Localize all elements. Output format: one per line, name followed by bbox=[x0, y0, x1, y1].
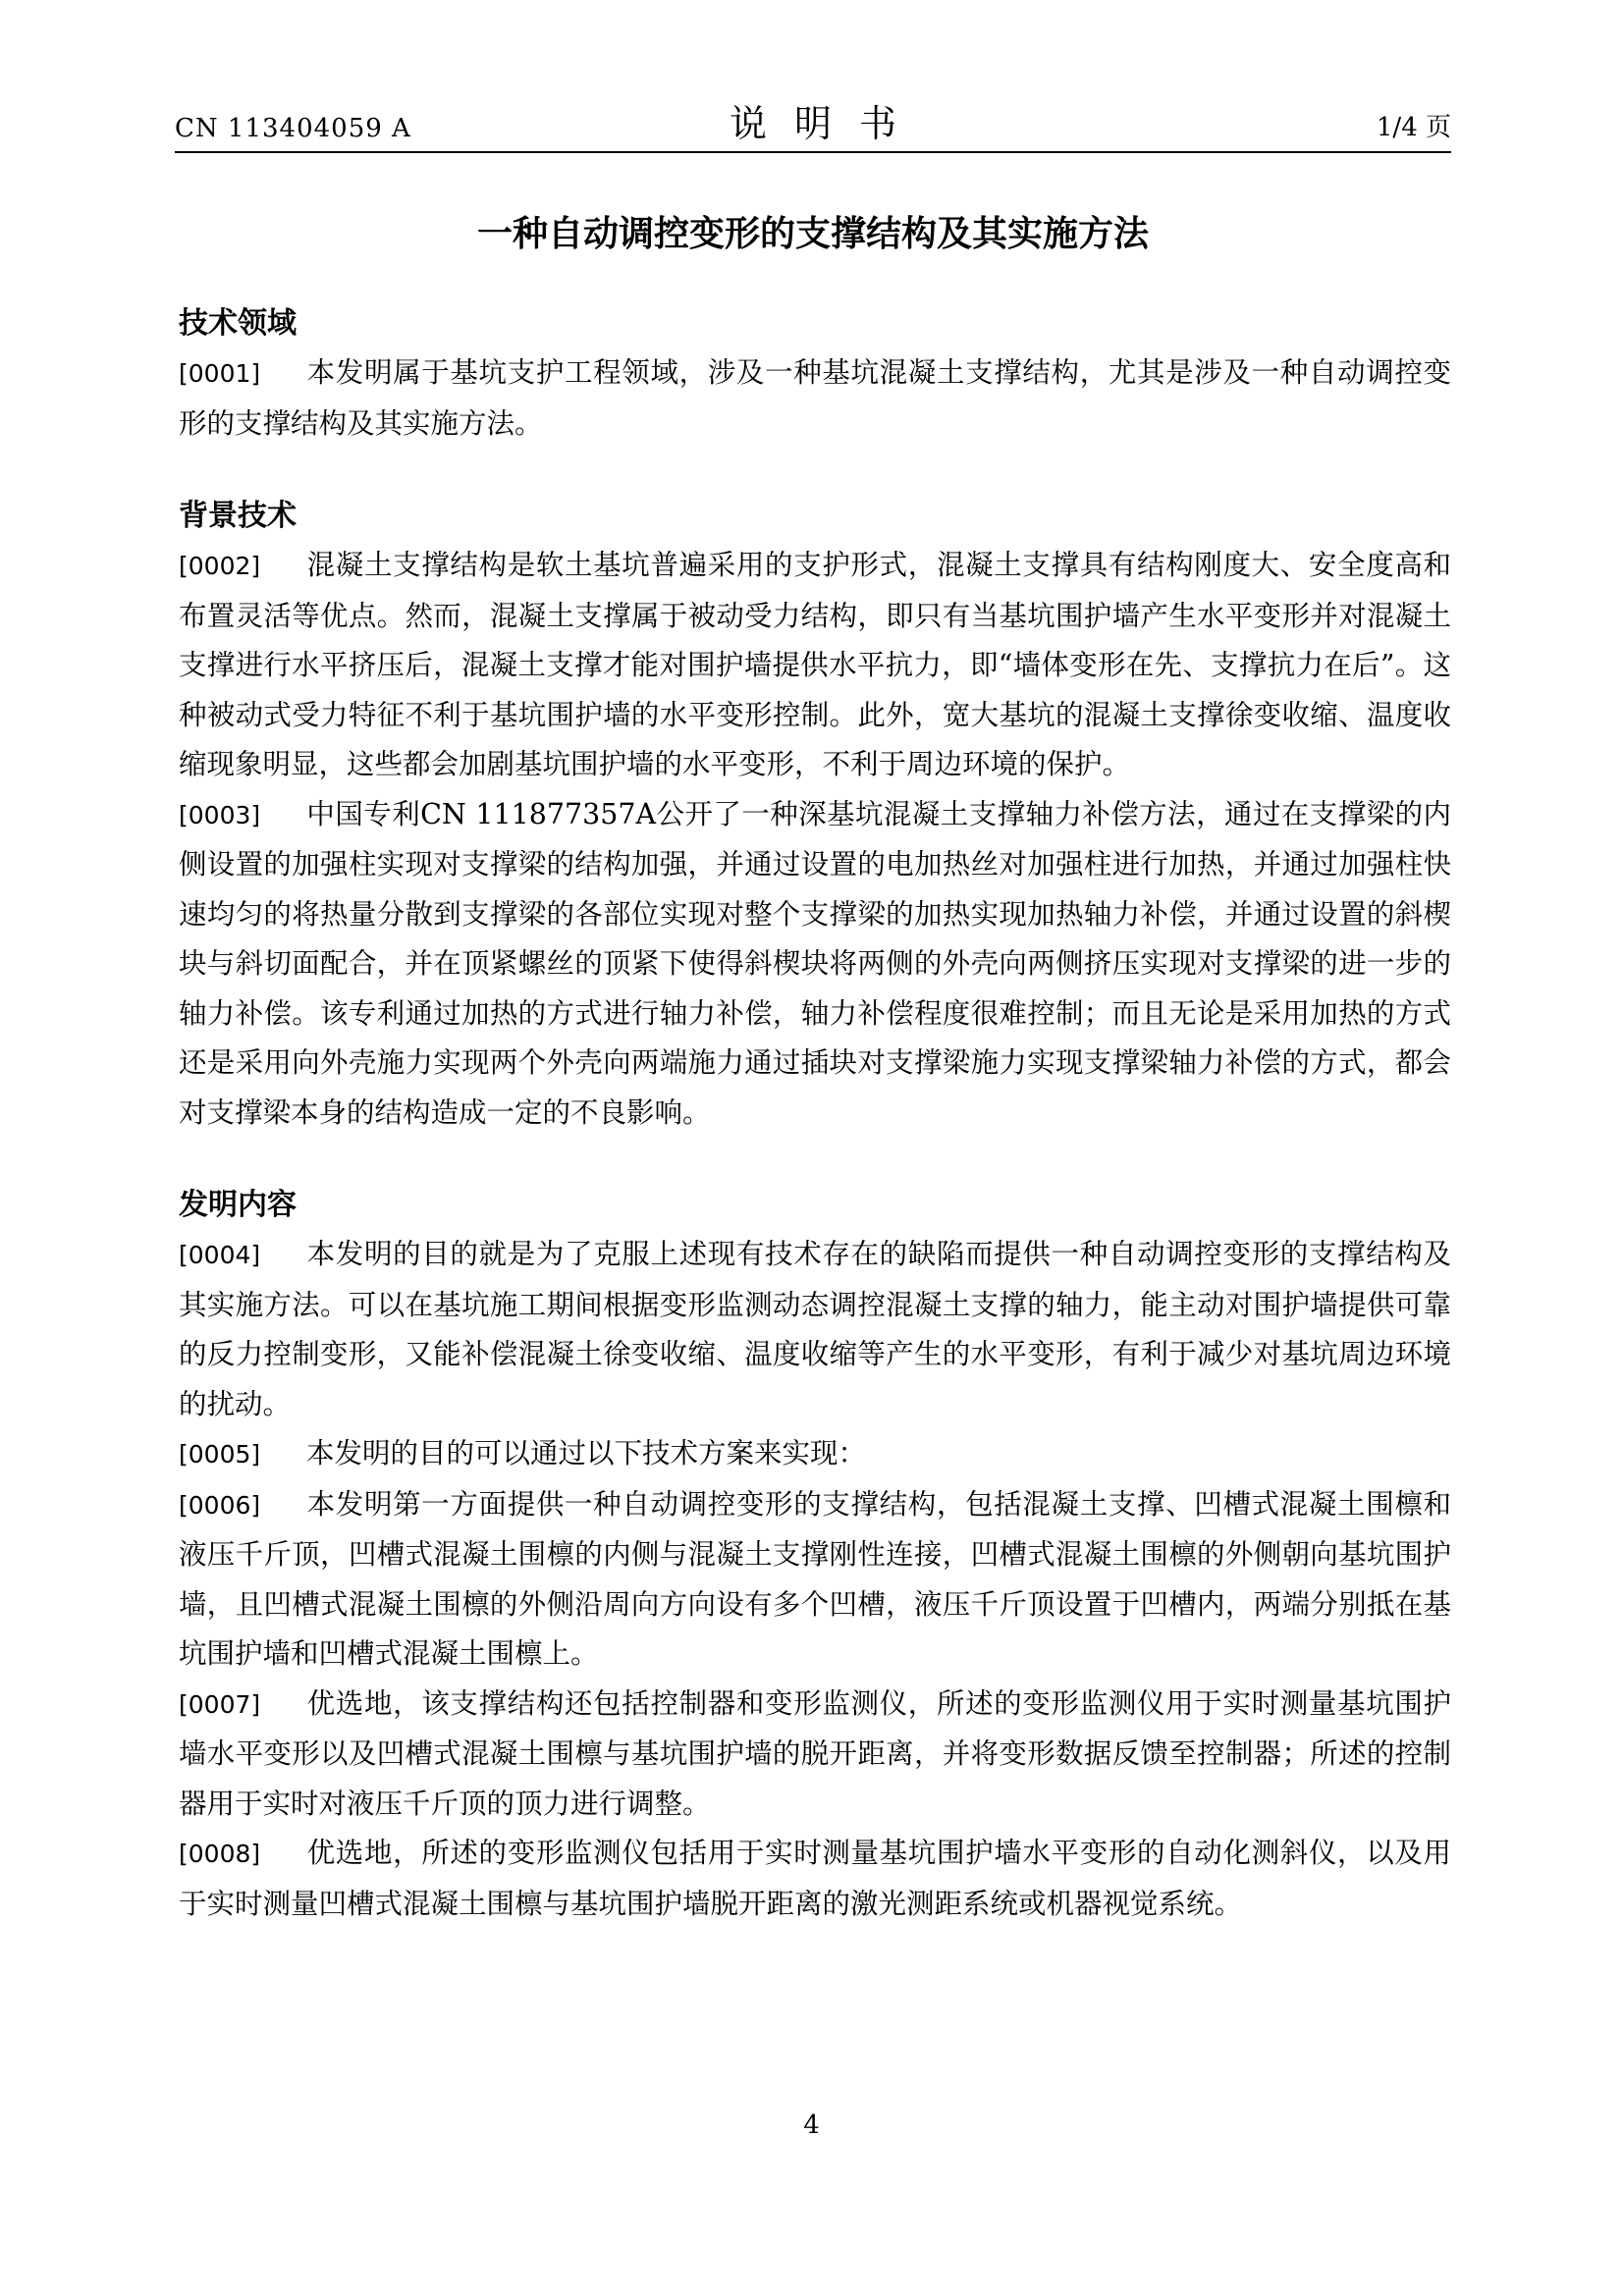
paragraph-text: 本发明第一方面提供一种自动调控变形的支撑结构，包括混凝土支撑、凹槽式混凝土围檩和液压千斤顶，凹槽式混凝土围檩的内侧与混凝土支撑刚性连接，凹槽式混凝土围檩的外侧朝向基坑围护墙，且凹槽式混凝土围檩的外侧沿周向方向设有多个凹槽，液压千斤顶设置于凹槽内，两端分别抵在基坑围护墙和凹槽式混凝土围檩上。 bbox=[179, 1487, 1451, 1670]
paragraph-number: [0004] bbox=[179, 1241, 261, 1269]
page-number: 4 bbox=[803, 2110, 820, 2140]
page-info: 1/4 页 bbox=[1376, 113, 1451, 142]
document-title: 一种自动调控变形的支撑结构及其实施方法 bbox=[476, 214, 1149, 254]
document-body bbox=[179, 299, 1451, 1929]
paragraph-number: [0002] bbox=[179, 552, 261, 580]
section-technical-field bbox=[179, 299, 1451, 449]
paragraph-0003 bbox=[179, 790, 1451, 1139]
section-heading: 背景技术 bbox=[179, 499, 297, 533]
paragraph-text: 本发明的目的可以通过以下技术方案来实现： bbox=[306, 1437, 867, 1469]
paragraph-number: [0008] bbox=[179, 1840, 261, 1868]
paragraph-text: 混凝土支撑结构是软土基坑普遍采用的支护形式，混凝土支撑具有结构刚度大、安全度高和布置灵活等优点。然而，混凝土支撑属于被动受力结构，即只有当基坑围护墙产生水平变形并对混凝土支撑进行水平挤压后，混凝土支撑才能对围护墙提供水平抗力，即“墙体变形在先、支撑抗力在后”。这种被动式受力特征不利于基坑围护墙的水平变形控制。此外，宽大基坑的混凝土支撑徐变收缩、温度收缩现象明显，这些都会加剧基坑围护墙的水平变形，不利于周边环境的保护。 bbox=[179, 549, 1451, 780]
paragraph-text: 本发明的目的就是为了克服上述现有技术存在的缺陷而提供一种自动调控变形的支撑结构及其实施方法。可以在基坑施工期间根据变形监测动态调控混凝土支撑的轴力，能主动对围护墙提供可靠的反力控制变形，又能补偿混凝土徐变收缩、温度收缩等产生的水平变形，有利于减少对基坑周边环境的扰动。 bbox=[179, 1238, 1451, 1420]
paragraph-number: [0005] bbox=[179, 1440, 261, 1468]
paragraph-0004 bbox=[179, 1230, 1451, 1429]
section-background bbox=[179, 492, 1451, 1138]
paragraph-0001 bbox=[179, 348, 1451, 449]
document-type: 说明书 bbox=[729, 102, 924, 145]
paragraph-0008 bbox=[179, 1829, 1451, 1929]
paragraph-number: [0003] bbox=[179, 800, 261, 829]
section-heading: 技术领域 bbox=[179, 306, 297, 341]
page-header bbox=[175, 92, 1451, 153]
paragraph-0002 bbox=[179, 541, 1451, 790]
paragraph-number: [0006] bbox=[179, 1490, 261, 1520]
paragraph-text: 本发明属于基坑支护工程领域，涉及一种基坑混凝土支撑结构，尤其是涉及一种自动调控变形的支撑结构及其实施方法。 bbox=[179, 356, 1451, 440]
paragraph-number: [0001] bbox=[179, 359, 261, 388]
paragraph-number: [0007] bbox=[179, 1689, 261, 1719]
paragraph-text: 中国专利CN 111877357A公开了一种深基坑混凝土支撑轴力补偿方法，通过在支撑梁的内侧设置的加强柱实现对支撑梁的结构加强，并通过设置的电加热丝对加强柱进行加热，并通过加强柱快速均匀的将热量分散到支撑梁的各部位实现对整个支撑梁的加热实现加热轴力补偿，并通过设置的斜楔块与斜切面配合，并在顶紧螺丝的顶紧下使得斜楔块将两侧的外壳向两侧挤压实现对支撑梁的进一步的轴力补偿。该专利通过加热的方式进行轴力补偿，轴力补偿程度很难控制；而且无论是采用加热的方式还是采用向外壳施力实现两个外壳向两端施力通过插块对支撑梁施力实现支撑梁轴力补偿的方式，都会对支撑梁本身的结构造成一定的不良影响。 bbox=[179, 797, 1451, 1129]
paragraph-0005 bbox=[179, 1429, 1451, 1480]
publication-number: CN 113404059 A bbox=[175, 114, 411, 143]
paragraph-0006 bbox=[179, 1480, 1451, 1680]
section-summary bbox=[179, 1181, 1451, 1929]
paragraph-0007 bbox=[179, 1680, 1451, 1830]
paragraph-text: 优选地，该支撑结构还包括控制器和变形监测仪，所述的变形监测仪用于实时测量基坑围护墙水平变形以及凹槽式混凝土围檩与基坑围护墙的脱开距离，并将变形数据反馈至控制器；所述的控制器用于实时对液压千斤顶的顶力进行调整。 bbox=[179, 1686, 1451, 1820]
section-heading: 发明内容 bbox=[179, 1188, 297, 1222]
paragraph-text: 优选地，所述的变形监测仪包括用于实时测量基坑围护墙水平变形的自动化测斜仪，以及用于实时测量凹槽式混凝土围檩与基坑围护墙脱开距离的激光测距系统或机器视觉系统。 bbox=[179, 1837, 1451, 1920]
